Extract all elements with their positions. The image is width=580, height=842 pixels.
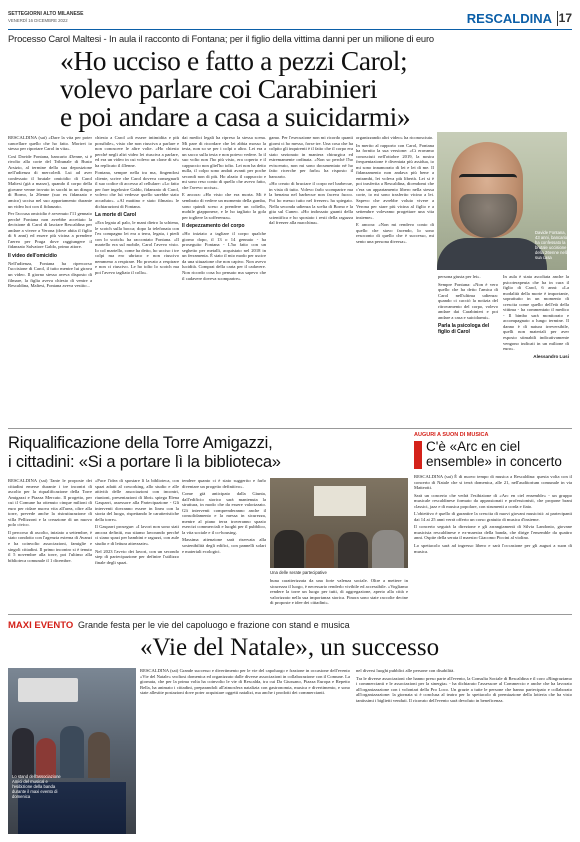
paper-name: SETTEGIORNI ALTO MILANESE	[8, 11, 84, 17]
article2-column-2	[95, 478, 179, 567]
paragraph: L'obiettivo è quello di garantire la crescita di nuovi giovani musicisti: ai partecipanti dai 14 ai 25 anni verrà offerto un corso gratuito di musica d'insieme.	[414, 511, 572, 522]
paragraph: RESCALDINA (sai) Tante le proposte dei cittadini emerse durante i tre incontri di ascolto per la riqualificazione della Torre Amigazzi e Piazza Mercato. Il progetto, per cui il Comune ha ottenuto cinque milioni di euro per ridare nuova vita all'area, oltre alla torre, prevede anche la ristrutturazione di villa Pellizzoni e la creazione di un nuovo polo civico.	[8, 478, 92, 528]
photo-crowd-4	[88, 732, 110, 778]
concert-box	[414, 432, 572, 612]
article1-column-1	[8, 135, 92, 291]
paragraph: «Pace l'idea di spostare lì la biblioteca, con spazi adatti al coworking, allo studio e alle attività delle associazioni con incontri, riunioni, presentazioni di libri» spiega Elena Gasparri, assessore alla Partecipazione - Gli interventi dovranno essere in linea con la storia del luogo, rispettando le caratteristiche della torre».	[95, 478, 179, 522]
portrait-shirt	[437, 238, 547, 270]
headline-line-2: i cittadini: «Si a portare lì la biblioteca»	[8, 453, 281, 471]
event-headline: «Vie del Natale», un successo	[140, 634, 440, 661]
paragraph: Il Gasparri prosegue: «I lavori non sono stati ancora definiti, ma stiamo lavorando perché ci siano spazi per bambini e ragazzi, con aule studio e di lettura attrezzate».	[95, 524, 179, 547]
article4-column-2	[356, 668, 572, 705]
paragraph: nel diversi luoghi pubblici alle persone con disabilità.	[356, 668, 455, 673]
article1-column-7	[503, 274, 569, 361]
paragraph: Fontana, sempre nella tra ma, fingendosi cliente, scrive che Carol doveva consegnarli il suo codice di accesso al cellulare: «Lo fatto per fare ingelosire Galdo, fidanzato di Carol, volevo che lui vedesse quello sarebbe stato accaduto». «Al mattino e stato filmato» le dichiarazioni di Fontana.	[95, 170, 179, 209]
article4-column-1	[140, 668, 350, 698]
paragraph: dai medici legali ha ripreso la stessa scena. Mi pare di ricordare che lei abbia mosso la testa, non so se per i colpi o altro. Lei era a un sacco sulla testa e non potevo vedere. Io il suo volto non l'ho più visto, era coperto e il cappuccio non gliel'ho tolto. Lei non ha detto nulla, il colpo sono andati avanti per poche secondi non di più. Ho alzato il cappuccio e mi sono reso conto di quello che avevo fatto, che l'avevo uccisa».	[182, 135, 266, 190]
paragraph: Massima attenzione sarà riservata alla sostenibilità degli edifici, con pannelli solari e materiali ecologici.	[182, 537, 266, 554]
article2-photo-caption: Una delle serate partecipative	[270, 570, 327, 575]
concert-icon	[414, 441, 422, 469]
masthead-rule	[8, 29, 572, 30]
article1-headline	[60, 47, 530, 131]
issue-date: VENERDÌ 16 DICEMBRE 2022	[8, 18, 68, 23]
page-number: 17	[558, 11, 572, 25]
paragraph: E ancora: «Non mi rendevo conto di quello che stavo facendo, lo sono resoconto di quello che è successo, mi sento una persona diversa».	[356, 222, 434, 244]
subheading: Parla la psicologa del figlio di Carol	[438, 323, 490, 336]
article2-photo	[270, 478, 408, 568]
paragraph: persona giusta per lei».	[438, 274, 481, 279]
paragraph: Nell'udienza, Fontana ha ripercorso l'uccisione di Carol, il tutto mentre lui girava un video. Il giorno stesso aveva disposto di filmare, la figlia aveva chiesto di venire a Rescaldina, Maltesi, Fontana aveva vestito...	[8, 260, 92, 289]
section-title: RESCALDINA	[466, 11, 552, 26]
paragraph: Il percorso di ascolto, iniziato a settembre, è stato condotto con l'agenzia esterna di Avanzi e ha coinvolto associazioni, famiglie e singoli cittadini. Il primo incontro si è tenuto il 5 novembre alla torre, poi l'ultimo alla biblioteca comunale il 1 dicembre.	[8, 529, 92, 563]
article2-column-4	[270, 578, 408, 608]
paragraph: In aula è stata ascoltata anche la psicoterapeuta che ha in cura il figlio di Carol, 6 anni: «La modalità della morte è importante, soprattutto in un momento di crescita come quello dell'età della vittima - ha commentato il medico - Il bimbo sarà monitorato e accompagnato a lungo termine. Il danno è di natura irreversibile, quelli non materiali per aver esposto stimabili indicativamente vengono indicati in un milione di euro».	[503, 274, 569, 352]
subheading: Il depezzamento del corpo	[182, 223, 245, 230]
concert-headline: C'è «Arc en ciel ensemble» in concerto	[426, 439, 562, 469]
paragraph: RESCALDINA (sai) È di nuovo tempo di musica a Rescaldina: questa volta con il concerto di Natale che si terrà domenica, alle 21, nell'auditorium comunale in via Matteotti.	[414, 474, 572, 491]
byline: Alessandro Lusi	[533, 353, 569, 359]
photo-crowd-2	[36, 738, 56, 778]
paragraph: organizzando altri video» ha riconosciuto.	[356, 135, 434, 140]
article1-column-5	[356, 135, 434, 246]
article1-column-6	[438, 274, 498, 337]
concert-body	[414, 474, 572, 556]
article4-photo	[8, 668, 136, 834]
paragraph: Sempre Fontana: «Non è vero quello che ha detto l'amica di Carol nell'ultima udienza: quando ci cacciò la notizia del ritrovamento del corpo, volevo andare dai Carabinieri e poi andare a casa e suicidarmi».	[438, 281, 498, 320]
article3-bottom-rule	[8, 614, 572, 615]
paragraph: In merito al rapporto con Carol, Fontana ha fornito la sua versione: «Ci eravamo conosciuti nell'ottobre 2019, la nostra frequentazione è diventata più assidua, io mi sono innamorato di lei e lei di me. Il fidanzamento non andava più bene a entrambi, lei voleva più libertà. Lei si è poi trasferita a Rescaldina, dicendomi che c'era un appartamento libero nella stessa corte, io mi sono trasferito vicino a lei. Sapevo che avrebbe voluto vivere a Verona per stare più vicina al figlio e a settembre volevamo progettare una vita insieme».	[356, 142, 434, 220]
article1-column-3	[182, 135, 266, 283]
article1-bottom-rule	[8, 428, 572, 429]
article2-column-3	[182, 478, 266, 556]
paragraph: Sarà un concerto che vedrà l'esibizione di «Arc en ciel ensemble» - un gruppo musicale rescaldinese formato da appassionati e professionisti, che propone brani classici, jazz e di musica popolare, con strumenti a corda e fiato.	[414, 492, 572, 509]
paragraph: Come già anticipato dalla Giunta, dall'edificio storico sarà mantenuta la struttura, in modo che da essere valorizzato. Gli interventi comprenderanno anche il consolidamento e la messa in sicurezza, mentre al piano terra troveranno spazio esercizi commerciali e luoghi per il pubblico, la vita sociale e il co-housing.	[182, 491, 266, 535]
paragraph: «Ho iniziato a tagliare il corpo qualche giorno dopo, il 13 o 14 gennaio - ha proseguito Fontana - L'ho fatto con un seghetto per metalli, acquistato nel 2018 in un ferramenta. È stato il mio modo per uscire da una situazione che non capivo. Non avevo lucidità. Comprai della carta per il cadavere. Non ricordo cosa ho pensato ma sapevo che il cadavere doveva scomparire».	[182, 231, 266, 281]
photo-audience-1	[274, 530, 304, 568]
paragraph: Nel 2023 l'avvio dei lavori, con un secondo step di partecipazione per definire l'utilizzo finale degli spazi.	[95, 548, 179, 565]
portrait-glasses	[459, 174, 517, 186]
subheading: La morte di Carol	[95, 212, 137, 219]
paragraph: Il concerto seguirà la direzione e gli arrangiamenti di Silvia Landonio, giovane musicista rescaldinese e ex-maestra della banda, che dirige l'ensemble da quattro anni. Ospite della serata il maestro Giacomo Piccini al violino.	[414, 524, 572, 541]
article2-column-1	[8, 478, 92, 565]
photo-audience-2	[306, 534, 334, 568]
photo-stand-awning	[18, 678, 78, 702]
paragraph: tendere quanto ci è stato suggerito e farlo diventare un progetto definitivo».	[182, 478, 266, 489]
article1-column-2	[95, 135, 179, 278]
article1-column-4	[269, 135, 353, 228]
paragraph: RESCALDINA (sai) Grande successo e divertimento per le vie del capoluogo e frazione in occasione dell'evento «Vie del Natale» svoltosi domenica ed organizzato dalle diverse associazioni in collaborazione con il Comune. La giornata, che per la prima volta ha coinvolto le vie di Rescalda, tra cui Da Giussano, Piazza Europa e Repetto Bella, ha animato i cittadini, preparandoli all'atmosfera natalizia con gastronomia, musica e divertimento, e sono state allestite postazioni dove poter acquistare oggetti natalizi, ma anche i prodotti dei commercianti.	[140, 668, 350, 696]
paragraph: «Era legata al palo, le mani dietro la schiena, le scotch sulla bocca; dopo la telefonata con l'ex compagno lei era a terra, legata, i piedi con lo scotch» ha raccontato Fontana. «Il martello era sul mobile, Carol l'avevo visto. Io col martello, come ha detto, ho ucciso i tre colpi ma ero ubriaco e non riuscivo nemmeno a respirare. Ho provato a respirare e non ci riuscivo. Le ho tolto lo scotch ma poi l'avevo tagliato il collo».	[95, 220, 179, 276]
subheading: Il video dell'omicidio	[8, 252, 57, 259]
article1-kicker: Processo Carol Maltesi - In aula il racconto di Fontana; per il figlio della vittima danni per un milione di euro	[8, 33, 434, 44]
event-kicker-tag: MAXI EVENTO	[8, 620, 74, 631]
photo-audience-4	[372, 530, 404, 568]
paragraph: E ancora: «Ho visto che era morta. Mi è sembrato di vedere un momento della gamba, sono quindi sceso a prendere un coltello, mobile giapponese, e le ho tagliato la gola per togliere la sofferenza».	[182, 192, 266, 220]
paragraph: gamo. Per l'esecuzione non mi ricordo quanti giorni ci ho messo, forse tre. Una cosa che ha colpito gli inquirenti è il fatto che il corpo era stato sezionato in maniera chirurgica ed estremamente ordinata. «Non so perché l'ho eviscerato, non mi sono documentato né ho fatto ricerche per farlo» ha risposto il bancario.	[269, 135, 353, 179]
headline-line-3: e poi andare a casa a suicidarmi»	[60, 101, 411, 132]
headline-line-2: volevo parlare coi Carabinieri	[60, 73, 378, 104]
concert-kicker: AUGURI A SUON DI MUSICA	[414, 432, 489, 438]
headline-line-1: Riqualificazione della Torre Amigazzi,	[8, 434, 273, 452]
paragraph: «Ho creato di bruciare il corpo nel barbecue, in vista di tutto. Volevo farlo scomparire ma la benzina nel barbecue non faceva fuoco. Poi ho messo tutto nel freezer» ha spiegato. Nella seconda udienza la scelta di Borno e la gita sul Cuneo. «Ho indossato guanti della scientifica e ho spostato i resti della ragazza dal freezer alla macchina».	[269, 181, 353, 226]
photo-audience-3	[338, 532, 368, 568]
event-kicker: Grande festa per le vie del capoluogo e frazione con stand e musica	[78, 620, 350, 630]
paragraph: Tra le diverse associazioni che hanno preso parte all'evento, la Consulta Sociale di Rescaldina e il coro «Ringraziamo i commercianti e le associazioni per la sinergia» - ha dichiarato l'assessore al Commercio e anche che ha lavorato all'organizzazione con i volontari della Pro Loco. Un grazie a tutte le persone che hanno partecipato e collaborato all'organizzazione: la giornata si è conclusa al teatro per lo spettacolo di premiazione della lotteria che ha visto tantissimi i biglietti venduti. Il ricavato dell'evento sarà devoluto in beneficenza.	[356, 675, 572, 703]
paragraph: chiesto a Carol «di essere intimidita e più possibile», visto che non riusciva a parlare e non conoscere le altre volte. «Ho chiesto perché negli altri video lei riusciva a parlare, ed era un video in cui volevo un clone di sé» ha replicato il 43enne.	[95, 135, 179, 168]
article2-headline	[8, 434, 408, 472]
paragraph: Lo spettacolo sarà ad ingresso libero e sarà l'occasione per gli auguri a suon di musica.	[414, 543, 572, 554]
paragraph: Così Davide Fontana, bancario 43enne, si è rivolto alla corte del Tribunale di Busto Arsizio, al termine della sua deposizione nell'udienza di mercoledì. Lui ad aver confessato il brutale omicidio di Carol Maltesi (già a marzo), quando il corpo della giovane venne trovato in sacchi in un dirupo di Borno, la 26enne (suo ex fidanzato e amico) uccisa nel suo appartamento durante un video hot con il fidanzato.	[8, 153, 92, 209]
article1-photo-caption: Davide Fontana, 43 anni, bancario, ha confessato la brutale uccisione della 26enne nella sua casa	[535, 230, 569, 260]
paragraph: Per l'accusa omicidio è avvenuto l'11 gennaio perché Fontana non avrebbe accettato la decisione di Carol di lasciare Rescaldina per andare a vivere a Verona (dove abita il figlio di 6 anni) ed essere più vicina a prendere l'aereo per Praga dove raggiungere il fidanzato Salvatore Galdo, primo attore.	[8, 211, 92, 250]
paragraph: buna caratterizzata da una forte valenza sociale. Oltre a mettere in sicurezza il luogo, è necessario renderlo vivibile ed accessibile. «Vogliamo rendere la torre un luogo per tutti, di aggregazione, aperto alla città e valorizzato nella sua importanza storica. Finora sono state raccolte decine di proposte e idee dei cittadini».	[270, 578, 408, 606]
photo-crowd-1	[12, 728, 34, 778]
masthead	[8, 8, 572, 30]
photo-crowd-3	[60, 726, 84, 778]
article4-photo-caption: Lo stand dell'associazione Amici del musical e l'esibizione della banda durante il maxi evento di domenica	[12, 774, 61, 799]
photo-screen	[314, 486, 366, 516]
headline-line-1: «Ho ucciso e fatto a pezzi Carol;	[60, 45, 408, 76]
paragraph: RESCALDINA (sai) «Dare la vita per poter cancellare quello che ho fatto. Morirei io stesso per riportare Carol in vita».	[8, 135, 92, 152]
